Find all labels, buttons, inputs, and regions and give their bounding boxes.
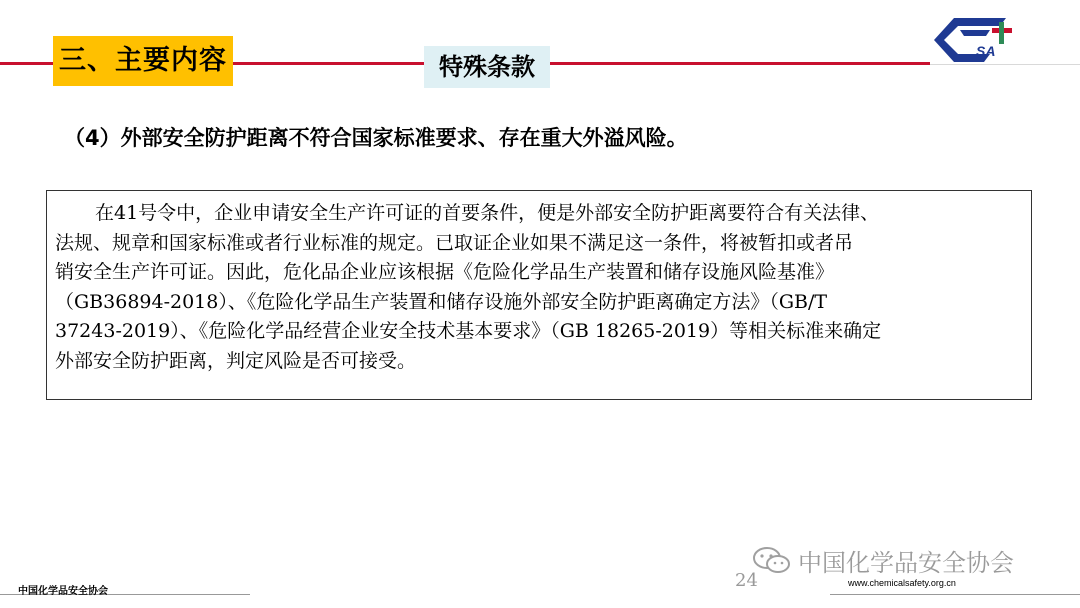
body-line: 在41号令中，企业申请安全生产许可证的首要条件，便是外部安全防护距离要符合有关法律、 — [95, 202, 880, 224]
content-box — [46, 190, 1032, 400]
section-title: 三、主要内容 — [53, 36, 233, 86]
website-link[interactable]: www.chemicalsafety.org.cn — [848, 578, 956, 588]
body-line: （GB36894-2018）、《危险化学品生产装置和储存设施外部安全防护距离确定方法》（GB/T — [55, 290, 828, 313]
wechat-label: 中国化学品安全协会 — [798, 548, 1014, 577]
csa-logo — [920, 10, 1020, 65]
page-number: 24 — [735, 570, 758, 591]
footer-rule-right — [830, 594, 1080, 595]
wechat-icon — [752, 545, 792, 575]
body-line: 外部安全防护距离，判定风险是否可接受。 — [55, 349, 417, 372]
wechat-watermark — [752, 540, 1014, 580]
body-line: 法规、规章和国家标准或者行业标准的规定。已取证企业如果不满足这一条件，将被暂扣或者吊 — [55, 231, 854, 254]
body-line: 37243-2019）、《危险化学品经营企业安全技术基本要求》（GB 18265-2019）等相关标准来确定 — [55, 320, 882, 342]
main-heading: （4）外部安全防护距离不符合国家标准要求、存在重大外溢风险。 — [64, 126, 688, 150]
svg-text:SA: SA — [976, 43, 996, 59]
topic-tag: 特殊条款 — [424, 46, 550, 88]
body-line: 销安全生产许可证。因此，危化品企业应该根据《危险化学品生产装置和储存设施风险基准》 — [55, 261, 835, 283]
footer-org-name: 中国化学品安全协会 — [18, 586, 108, 597]
